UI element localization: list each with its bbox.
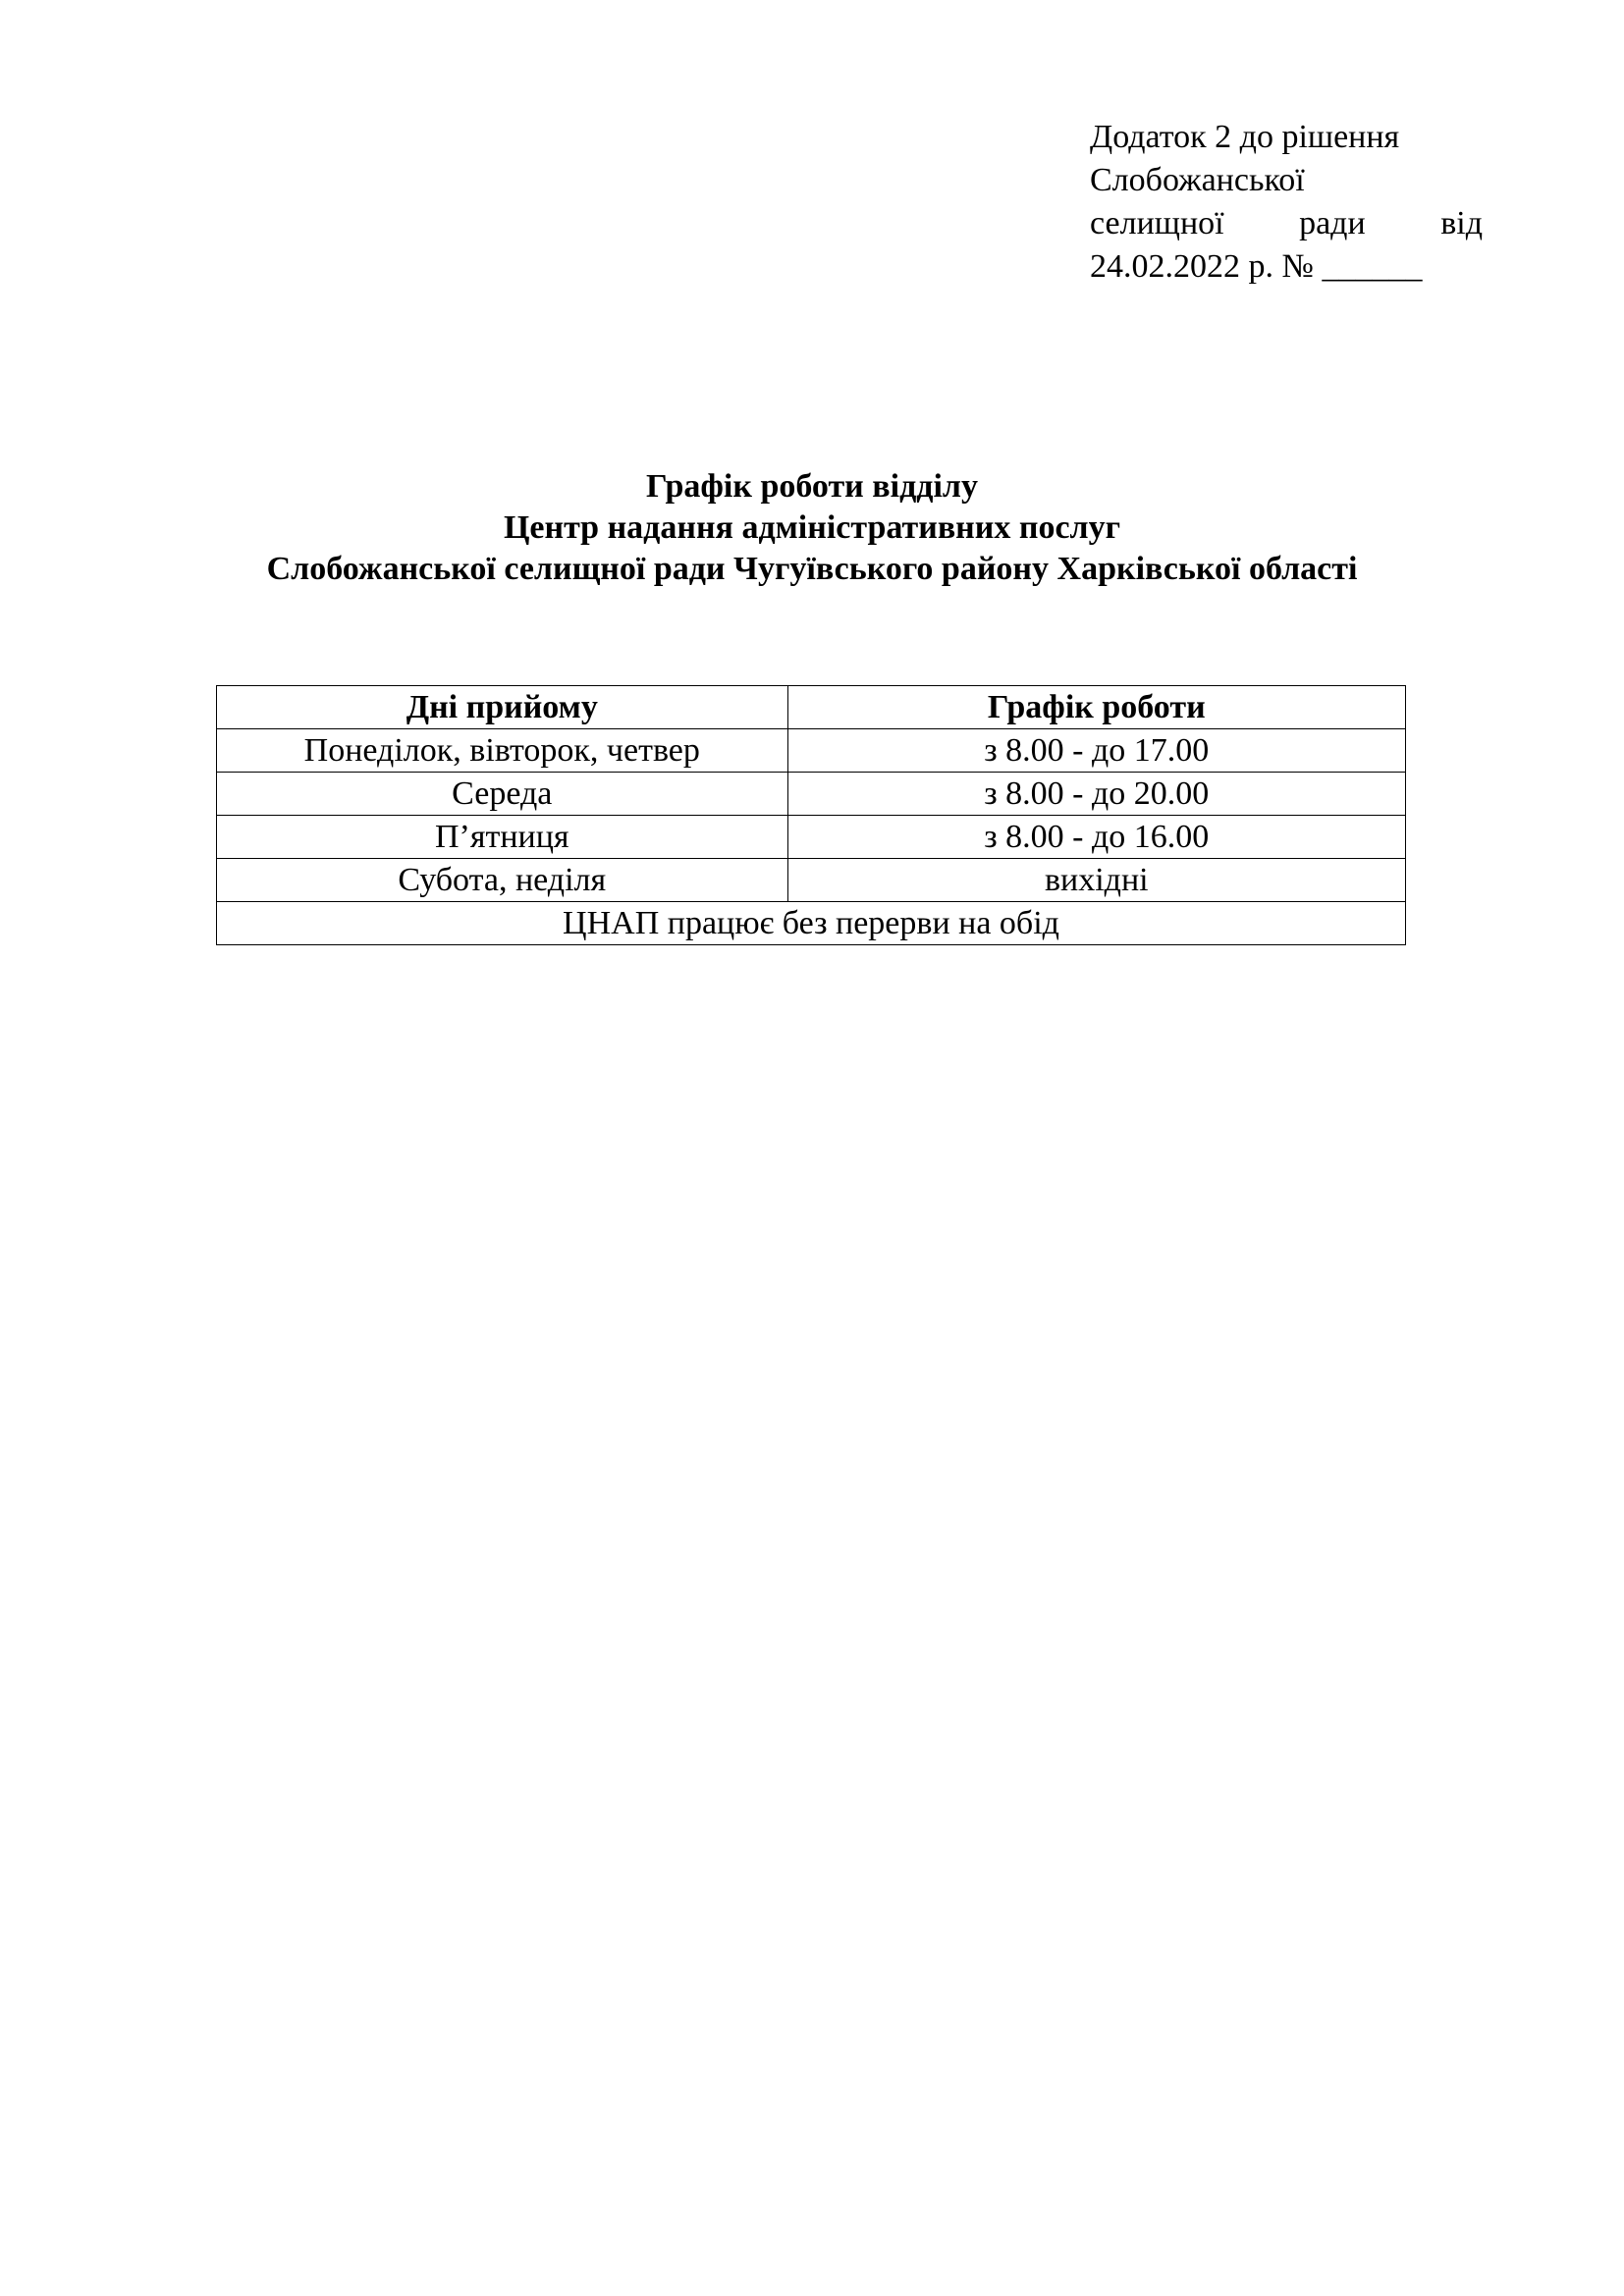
- cell-days: Понеділок, вівторок, четвер: [217, 729, 788, 773]
- cell-days: П’ятниця: [217, 816, 788, 859]
- table-header-row: [217, 686, 1406, 729]
- header-days: Дні прийому: [217, 686, 788, 729]
- cell-hours: з 8.00 - до 16.00: [787, 816, 1405, 859]
- annex-line-4: 24.02.2022 р. № ______: [1090, 248, 1423, 285]
- table-row: [217, 859, 1406, 902]
- annex-note: [1090, 116, 1483, 289]
- table-row: [217, 816, 1406, 859]
- footer-note: ЦНАП працює без перерви на обід: [217, 902, 1406, 945]
- cell-hours: вихідні: [787, 859, 1405, 902]
- annex-line-2: Слобожанської: [1090, 162, 1305, 198]
- annex-word: від: [1440, 205, 1483, 241]
- annex-word: селищної: [1090, 205, 1224, 241]
- title-line-3: Слобожанської селищної ради Чугуївського району Харківської області: [266, 551, 1358, 587]
- annex-line-1: Додаток 2 до рішення: [1090, 119, 1400, 155]
- cell-hours: з 8.00 - до 17.00: [787, 729, 1405, 773]
- cell-days: Середа: [217, 773, 788, 816]
- document-title: [0, 466, 1624, 590]
- cell-hours: з 8.00 - до 20.00: [787, 773, 1405, 816]
- schedule-table: [216, 685, 1406, 945]
- annex-word: ради: [1299, 205, 1366, 241]
- title-line-1: Графік роботи відділу: [646, 468, 978, 505]
- table-footer-row: [217, 902, 1406, 945]
- table-row: [217, 773, 1406, 816]
- title-line-2: Центр надання адміністративних послуг: [503, 509, 1121, 546]
- annex-line-3: [1090, 202, 1483, 245]
- cell-days: Субота, неділя: [217, 859, 788, 902]
- table-row: [217, 729, 1406, 773]
- header-schedule: Графік роботи: [787, 686, 1405, 729]
